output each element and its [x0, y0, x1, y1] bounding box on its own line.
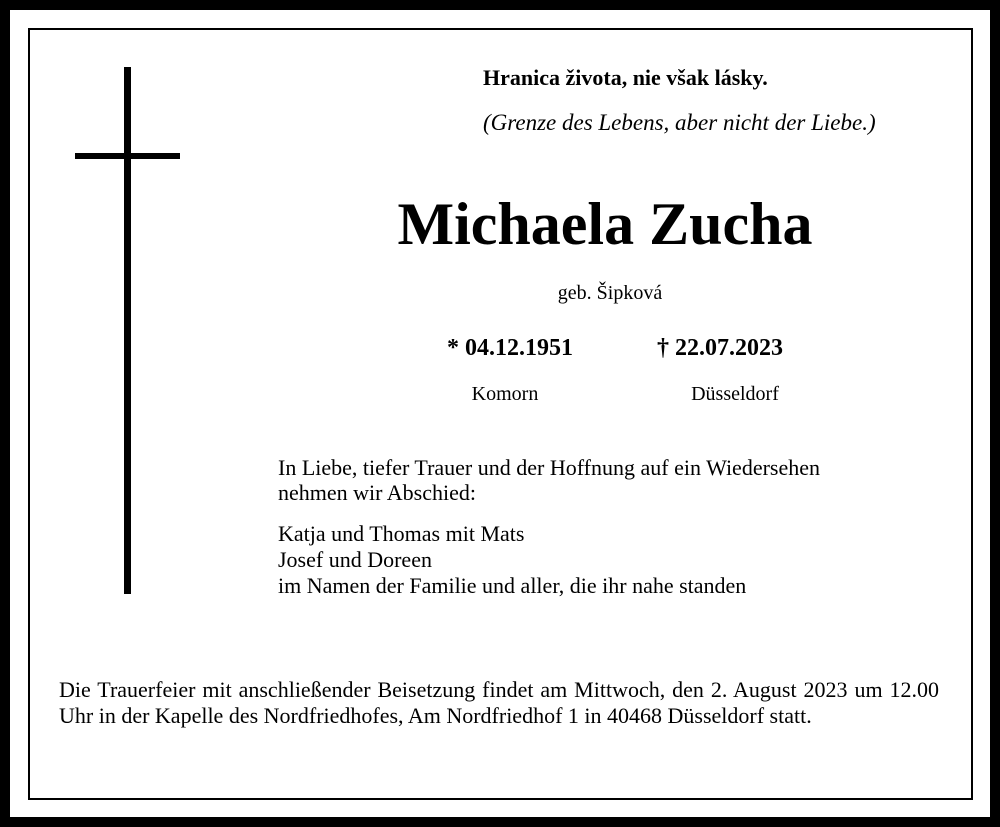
deceased-name: Michaela Zucha [397, 191, 813, 257]
farewell-line: nehmen wir Abschied: [278, 480, 476, 505]
mourner-item: im Namen der Familie und aller, die ihr nahe standen [278, 573, 747, 598]
maiden-name: geb. Šipková [557, 282, 663, 304]
funeral-details: Die Trauerfeier mit anschließender Beisetzung findet am Mittwoch, den 2. August 2023 um 12.00 Uhr in der Kapelle des Nordfriedhofes, Am Nordfriedhof 1 in 40468 Düsseldorf statt. [59, 677, 939, 728]
mourners-list [278, 521, 746, 599]
mourner-item: Josef und Doreen [278, 547, 432, 572]
mourner-item: Katja und Thomas mit Mats [278, 521, 525, 546]
motto-german: (Grenze des Lebens, aber nicht der Liebe.) [483, 110, 876, 135]
obituary-notice [10, 10, 990, 817]
farewell-text [278, 455, 820, 505]
death-date: † 22.07.2023 [657, 335, 783, 361]
cross-vertical-bar [124, 67, 131, 594]
farewell-line: In Liebe, tiefer Trauer und der Hoffnung auf ein Wiedersehen [278, 455, 821, 480]
birth-place: Komorn [471, 383, 539, 405]
cross-horizontal-bar [75, 153, 180, 159]
motto-slovak: Hranica života, nie však lásky. [483, 65, 768, 90]
death-place: Düsseldorf [691, 383, 779, 405]
birth-date: * 04.12.1951 [447, 335, 573, 361]
